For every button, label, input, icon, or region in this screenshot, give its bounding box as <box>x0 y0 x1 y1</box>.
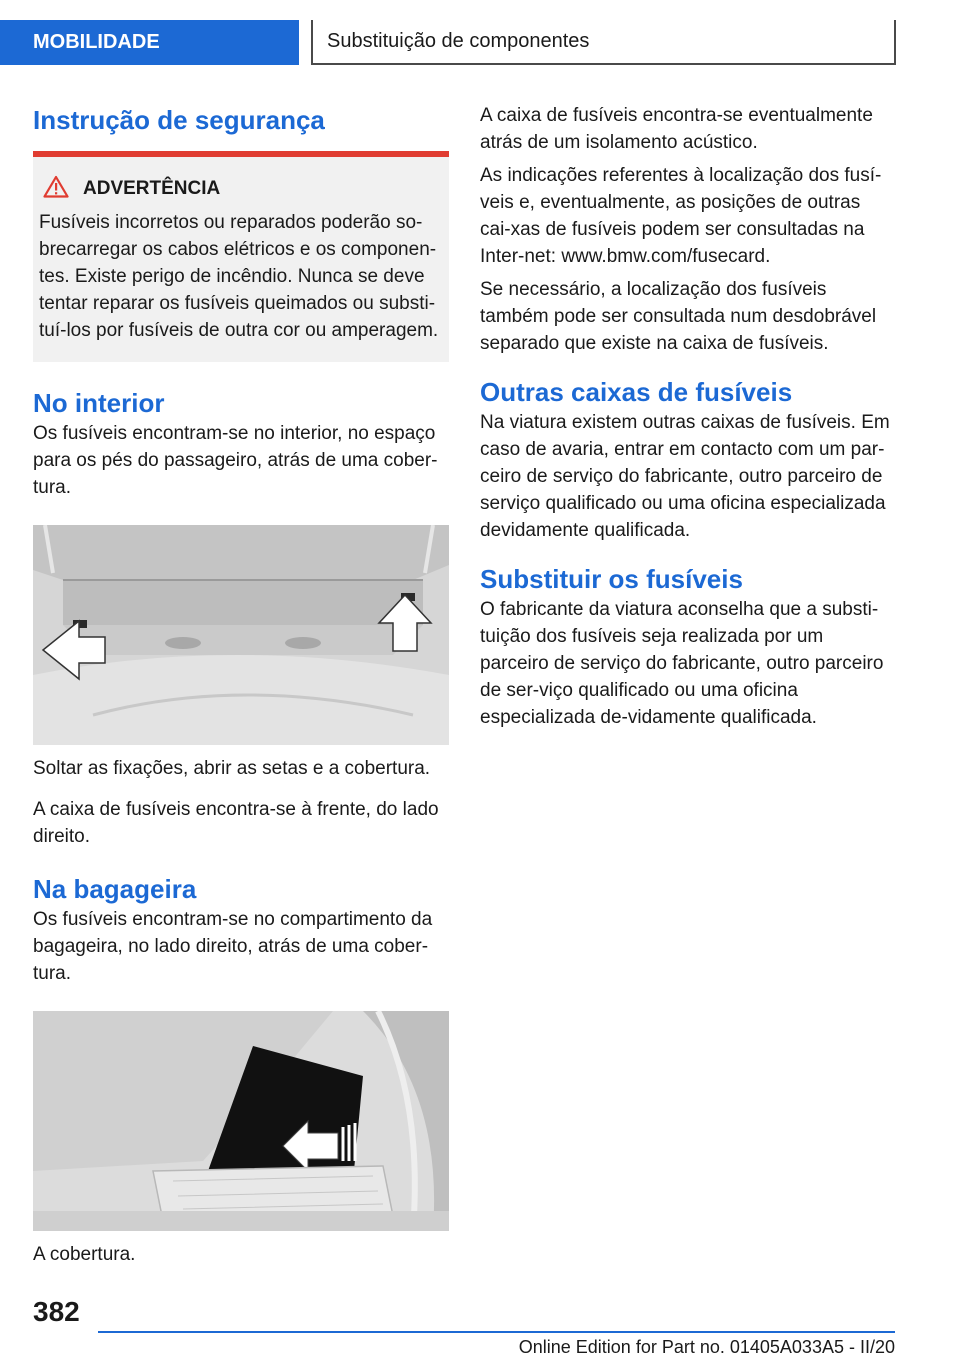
right-column <box>480 100 896 731</box>
chapter-tab: MOBILIDADE <box>0 20 299 65</box>
page-number: 382 <box>33 1296 80 1327</box>
paragraph-interior: Os fusíveis encontram-se no interior, no espaço para os pés do passageiro, atrás de uma cober-tura. <box>33 423 438 498</box>
heading-other-boxes: Outras caixas de fusíveis <box>480 377 793 407</box>
paragraph-replace-fuses: O fabricante da viatura aconselha que a substi-tuição dos fusíveis seja realizada por um parceiro de serviço do fabricante, outro parceiro de ser-viço qualificado ou uma oficina especializada de-vidamente qualificada. <box>480 599 884 728</box>
left-column <box>33 100 449 1268</box>
warning-box <box>33 157 449 362</box>
edition-note: Online Edition for Part no. 01405A033A5 - II/20 <box>518 1337 895 1357</box>
warning-title: ADVERTÊNCIA <box>83 178 221 199</box>
warning-triangle-icon <box>43 175 69 203</box>
warning-text: Fusíveis incorretos ou reparados poderão so-brecarregar os cabos elétricos e os componen-tes. Existe perigo de incêndio. Nunca se deve tentar reparar os fusíveis queimados ou substi-tuí-los por fusíveis de outra cor ou amperagem. <box>39 212 439 341</box>
heading-replace-fuses: Substituir os fusíveis <box>480 564 743 594</box>
paragraph-insulation: A caixa de fusíveis encontra-se eventualmente atrás de um isolamento acústico. <box>480 105 873 153</box>
paragraph-front: A caixa de fusíveis encontra-se à frente, do lado direito. <box>33 799 439 847</box>
footwell-cover-image <box>33 525 449 745</box>
warning-header <box>43 175 443 203</box>
footer-rule <box>98 1331 895 1333</box>
trunk-cover-image <box>33 1011 449 1231</box>
paragraph-fusecard: As indicações referentes à localização dos fusí-veis e, eventualmente, as posições de outras cai-xas de fusíveis podem ser consultadas na Inter-net: www.bmw.com/fusecard. <box>480 165 882 267</box>
heading-bagageira: Na bagageira <box>33 874 197 904</box>
caption-footwell: Soltar as fixações, abrir as setas e a cobertura. <box>33 758 431 779</box>
caption-trunk: A cobertura. <box>33 1244 136 1265</box>
heading-interior: No interior <box>33 388 165 418</box>
paragraph-other-boxes: Na viatura existem outras caixas de fusíveis. Em caso de avaria, entrar em contacto com um par-ceiro de serviço do fabricante, outro parceiro de serviço qualificado ou uma oficina especializada devidamente qualificada. <box>480 412 890 541</box>
paragraph-bagageira: Os fusíveis encontram-se no compartimento da bagageira, no lado direito, atrás de uma cober-tura. <box>33 909 433 984</box>
paragraph-leaflet: Se necessário, a localização dos fusíveis também pode ser consultada num desdobrável separado que existe na caixa de fusíveis. <box>480 279 877 354</box>
heading-safety: Instrução de segurança <box>33 105 325 135</box>
section-title: Substituição de componentes <box>311 20 896 65</box>
